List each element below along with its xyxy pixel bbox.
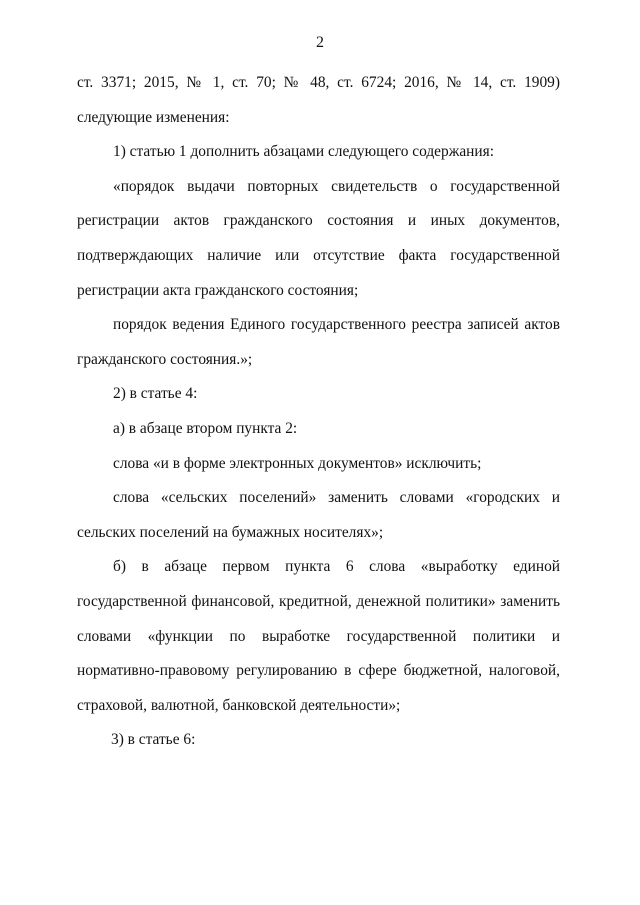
- document-body: [77, 66, 560, 758]
- page-number: 2: [316, 34, 324, 51]
- paragraph-item-2: 2) в статье 4:: [113, 385, 198, 403]
- paragraph-item-3: 3) в статье 6:: [111, 731, 196, 749]
- paragraph-words-replace: слова «сельских поселений» заменить словами «городских и сельских поселений на бумажных носителях»;: [77, 489, 560, 541]
- paragraph-item-1: 1) статью 1 дополнить абзацами следующего содержания:: [113, 143, 494, 161]
- paragraph-subitem-b: б) в абзаце первом пункта 6 слова «выработку единой государственной финансовой, кредитной, денежной политики» заменить словами «функции по выработке государственной политики и нормативно-правовому регулированию в сфере бюджетной, налоговой, страховой, валютной, банковской деятельности»;: [77, 558, 560, 714]
- paragraph-quote-registry: порядок ведения Единого государственного реестра записей актов гражданского состояния.»;: [77, 316, 560, 368]
- paragraph-quote-certificates: «порядок выдачи повторных свидетельств о государственной регистрации актов гражданского состояния и иных документов, подтверждающих наличие или отсутствие факта государственной регистрации акта гражданского состояния;: [77, 177, 560, 299]
- paragraph-subitem-a: а) в абзаце втором пункта 2:: [113, 419, 298, 437]
- paragraph-words-exclude: слова «и в форме электронных документов» исключить;: [113, 454, 482, 472]
- paragraph-intro-continuation: ст. 3371; 2015, № 1, ст. 70; № 48, ст. 6724; 2016, № 14, ст. 1909) следующие изменения:: [77, 74, 560, 126]
